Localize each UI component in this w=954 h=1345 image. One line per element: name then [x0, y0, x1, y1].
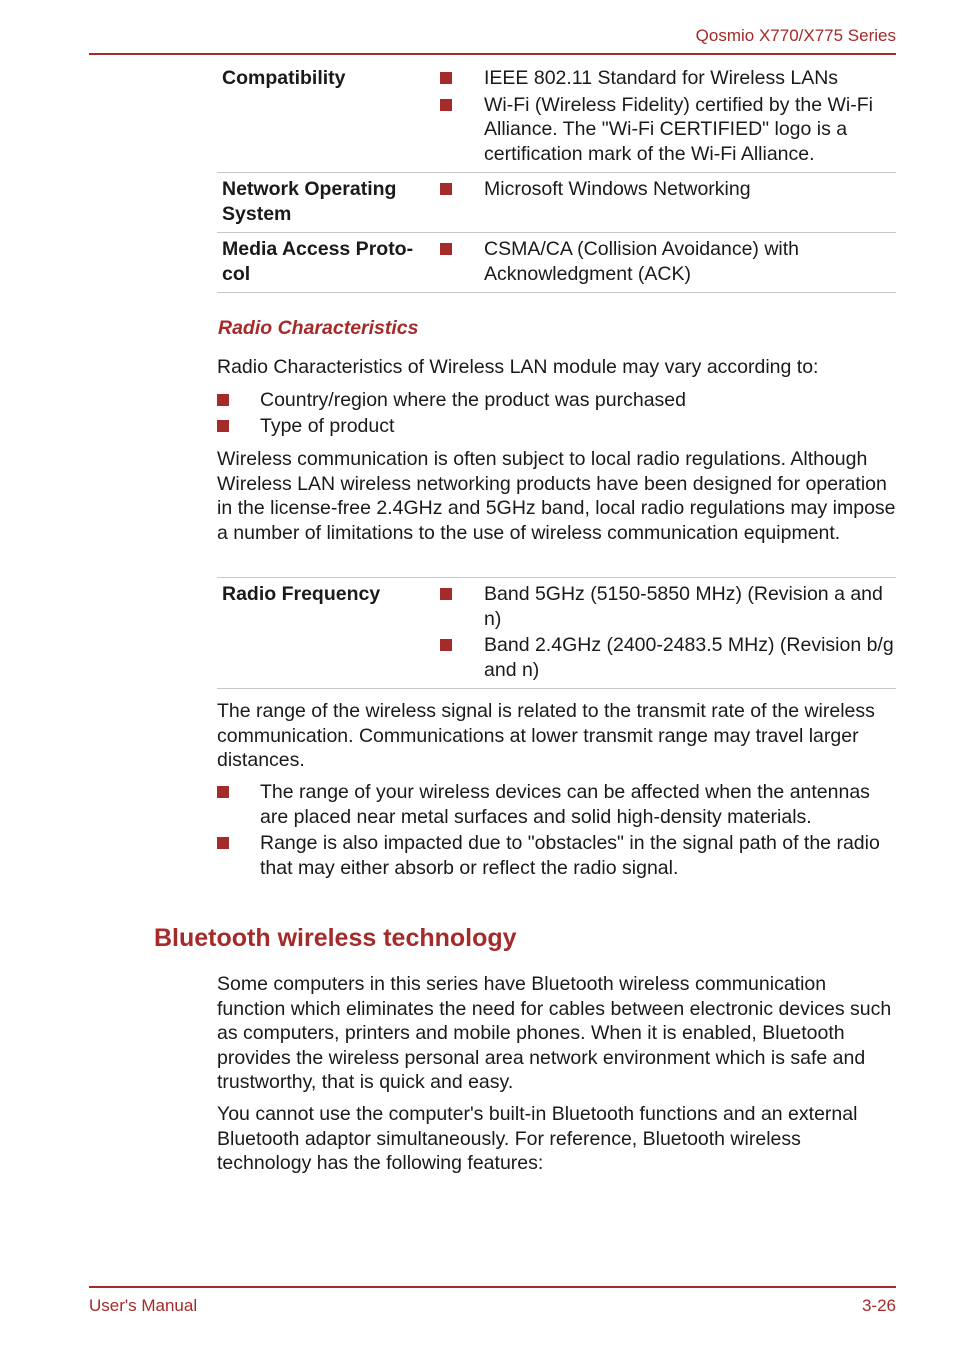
- range-bullet-list: [217, 780, 896, 880]
- list-item: [217, 780, 896, 829]
- footer-rule: [89, 1286, 896, 1288]
- spec-item-text: Wi-Fi (Wireless Fidelity) certified by the Wi-Fi Alliance. The "Wi-Fi CERTIFIED" logo is a certification mark of the Wi-Fi Alliance.: [484, 93, 873, 165]
- spec-item-text: Band 2.4GHz (2400-2483.5 MHz) (Revision b/g and n): [484, 634, 894, 681]
- radio-bullet-list: [217, 388, 896, 439]
- spec-item-text: IEEE 802.11 Standard for Wireless LANs: [484, 67, 839, 89]
- spec-item-text: CSMA/CA (Collision Avoidance) with Acknowledgment (ACK): [484, 238, 800, 285]
- list-item: [217, 831, 896, 880]
- list-item-text: Range is also impacted due to "obstacles" in the signal path of the radio that may either absorb or reflect the radio signal.: [260, 832, 880, 879]
- page-number: 3-26: [861, 1296, 896, 1315]
- radio-frequency-table: [217, 577, 896, 689]
- bullet-square-icon: [217, 786, 229, 798]
- spec-item: [440, 93, 896, 167]
- bluetooth-section-heading: Bluetooth wireless technology: [154, 924, 517, 952]
- list-item: [217, 414, 896, 439]
- bluetooth-paragraph-1: Some computers in this series have Bluetooth wireless communication function which eliminates the need for cables between electronic devices such as computers, printers and mobile phones. When it is enabled, Bluetooth provides the wireless personal area network environment which is safe and trustworthy, that is quick and easy.: [217, 973, 892, 1093]
- spec-item: [440, 582, 896, 631]
- spec-row-compatibility: [217, 64, 896, 173]
- bullet-square-icon: [440, 588, 452, 600]
- spec-values: [440, 177, 896, 226]
- list-item: [217, 388, 896, 413]
- spec-label: Media Access Proto-col: [222, 238, 414, 285]
- spec-item: [440, 177, 896, 202]
- bullet-square-icon: [217, 394, 229, 406]
- spec-item: [440, 66, 896, 91]
- spec-item: [440, 633, 896, 682]
- list-item-text: The range of your wireless devices can be affected when the antennas are placed near metal surfaces and solid high-density materials.: [260, 781, 870, 828]
- spec-values: [440, 582, 896, 682]
- spec-values: [440, 237, 896, 286]
- radio-characteristics-heading: Radio Characteristics: [218, 317, 419, 339]
- spec-row-media-access-protocol: [217, 233, 896, 293]
- spec-label: Compatibility: [222, 67, 346, 89]
- range-paragraph: The range of the wireless signal is related to the transmit rate of the wireless communication. Communications at lower transmit range may travel larger distances.: [217, 700, 875, 771]
- radio-intro-paragraph: Radio Characteristics of Wireless LAN module may vary according to:: [217, 356, 819, 378]
- spec-row-radio-frequency: [217, 577, 896, 689]
- spec-item: [440, 237, 896, 286]
- spec-label: Radio Frequency: [222, 583, 381, 605]
- wireless-lan-spec-table: [217, 64, 896, 293]
- bullet-square-icon: [440, 243, 452, 255]
- spec-values: [440, 66, 896, 166]
- bullet-square-icon: [440, 639, 452, 651]
- regulations-paragraph: Wireless communication is often subject to local radio regulations. Although Wireless LAN wireless networking products have been designed for operation in the license-free 2.4GHz and 5GHz band, local radio regulations may impose a number of limitations to the use of wireless communication equipment.: [217, 448, 896, 544]
- bullet-square-icon: [440, 183, 452, 195]
- footer-manual-title: User's Manual: [89, 1296, 198, 1315]
- running-header: Qosmio X770/X775 Series: [695, 26, 896, 45]
- bullet-square-icon: [217, 837, 229, 849]
- spec-item-text: Microsoft Windows Networking: [484, 178, 751, 200]
- spec-item-text: Band 5GHz (5150-5850 MHz) (Revision a and n): [484, 583, 883, 630]
- bullet-square-icon: [217, 420, 229, 432]
- bluetooth-paragraph-2: You cannot use the computer's built-in Bluetooth functions and an external Bluetooth adaptor simultaneously. For reference, Bluetooth wireless technology has the following features:: [217, 1103, 858, 1174]
- bullet-square-icon: [440, 72, 452, 84]
- list-item-text: Type of product: [260, 415, 395, 437]
- spec-row-network-operating-system: [217, 173, 896, 233]
- spec-label: Network Operating System: [222, 178, 397, 225]
- list-item-text: Country/region where the product was purchased: [260, 389, 686, 411]
- bullet-square-icon: [440, 99, 452, 111]
- header-rule: [89, 53, 896, 55]
